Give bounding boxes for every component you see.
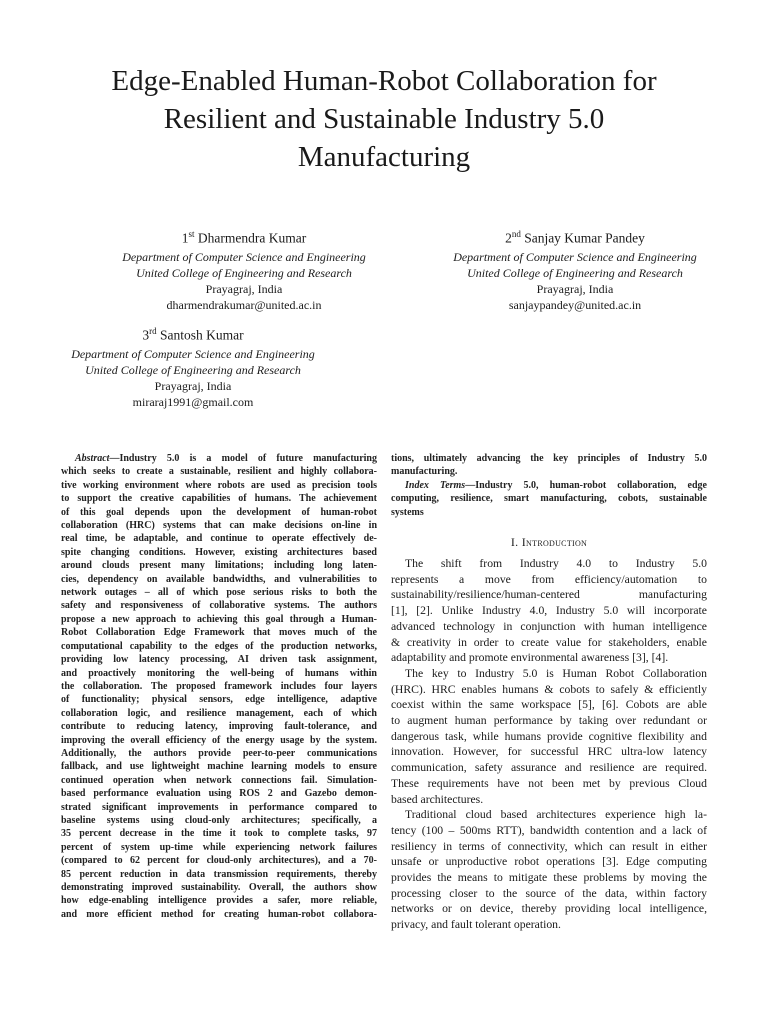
intro-line: dangerous task, while humans provide cognitive flexibility and <box>391 729 707 743</box>
intro-line: communication, safety assurance and resilience are required. <box>391 761 707 775</box>
intro-line: tency (100 – 500ms RTT), bandwidth contention and a lack of <box>391 823 707 837</box>
intro-line: resiliency in terms of connectivity, which can result in either <box>391 839 707 853</box>
author-email: miraraj1991@gmail.com <box>132 394 254 409</box>
intro-line: advanced technology in conjunction with human intelligence <box>391 619 707 633</box>
abstract-line: improving the overall efficiency of the energy usage by the system. <box>61 734 377 746</box>
intro-line: coexist within the same workspace [5], [6]. Cobots are able <box>391 698 707 712</box>
intro-line: sustainability/resilience/human-centered manufacturing <box>391 588 707 602</box>
abstract-line: which seeks to create a sustainable, resilient and highly collabora- <box>61 466 377 478</box>
abstract-line: real time, be adaptable, and continue to operate effectively de- <box>61 533 377 545</box>
author-email: dharmendrakumar@united.ac.in <box>166 297 322 312</box>
author-ordinal: 3 <box>142 327 150 343</box>
index-terms-line: Index Terms—Industry 5.0, human-robot collaboration, edge <box>405 479 707 491</box>
author-city: Prayagraj, India <box>205 281 283 296</box>
author-name-text: Dharmendra Kumar <box>197 230 307 246</box>
intro-line: unsafe or unproductive robot operations [3]. Edge computing <box>391 855 707 869</box>
author-name <box>416 226 734 247</box>
abstract-line: and more efficient method for creating human-robot collabora- <box>61 908 377 920</box>
author-ordinal-suffix: rd <box>149 326 157 336</box>
intro-line: innovation. However, for successful HRC ultra-low latency <box>391 745 707 759</box>
abstract-line: tive working environment where robots are used as precision tools <box>61 479 377 491</box>
intro-line: Traditional cloud based architectures experience high la- <box>405 808 707 822</box>
author-ordinal: 2 <box>505 230 512 246</box>
author-college: United College of Engineering and Research <box>85 362 301 377</box>
abstract-line: percent of system up-time while experiencing network failures <box>61 841 377 853</box>
abstract-line: collaboration logic, and resilience management, each of which <box>61 707 377 719</box>
abstract-line: spite changing conditions. However, existing architectures based <box>61 546 377 558</box>
abstract-line: cies, dependency on available bandwidths, and vulnerabilities to <box>61 573 377 585</box>
author-city: Prayagraj, India <box>154 378 232 393</box>
index-terms-line: computing, resilience, smart manufacturing, cobots, sustainable <box>391 493 707 505</box>
author-name <box>43 323 343 344</box>
intro-line: provides the means to mitigate these problems by moving the <box>391 871 707 885</box>
intro-line: The key to Industry 5.0 is Human Robot Collaboration <box>405 666 707 680</box>
abstract-line: propose a new approach to achieving this goal through a Human- <box>61 613 377 625</box>
author-name <box>94 226 394 247</box>
abstract-line: based performance evaluation using ROS 2 and Gazebo demon- <box>61 788 377 800</box>
author-name-text: Sanjay Kumar Pandey <box>524 230 645 246</box>
abstract-line: collaboration (HRC) systems that can make decisions on-line in <box>61 520 377 532</box>
intro-line: to augment human performance by taking over redundant or <box>391 714 707 728</box>
abstract-line: to support the creative capabilities of humans. The achievement <box>61 493 377 505</box>
index-terms-line: systems <box>391 506 424 518</box>
author-department: Department of Computer Science and Engineering <box>71 346 315 361</box>
paper-title <box>60 62 708 176</box>
abstract-line: Abstract—Industry 5.0 is a model of future manufacturing <box>75 453 377 464</box>
abstract-line: of this goal depends upon the development of human-robot <box>61 506 377 518</box>
author-college: United College of Engineering and Research <box>467 265 683 280</box>
abstract-line: contribute to reducing latency, improving fault-tolerance, and <box>61 721 377 733</box>
abstract-line: the collaboration. The proposed framework includes four layers <box>61 680 377 692</box>
introduction-body <box>391 556 707 933</box>
intro-line: privacy, and fault tolerant operation. <box>391 918 561 932</box>
abstract-line: how edge-enabling intelligence provides a safer, more reliable, <box>61 895 377 907</box>
title-line: Resilient and Sustainable Industry 5.0 <box>163 103 605 135</box>
intro-line: These requirements have not been met by previous Cloud <box>391 776 707 790</box>
abstract-line: baseline systems using cloud-only architectures; specifically, a <box>61 814 377 826</box>
author-department: Department of Computer Science and Engineering <box>453 249 697 264</box>
author-college: United College of Engineering and Research <box>136 265 352 280</box>
abstract-line: around clouds present many limitations; including long laten- <box>61 560 377 572</box>
author-block-3 <box>43 323 343 410</box>
abstract-line: and proactively monitoring the well-being of humans within <box>61 667 377 679</box>
abstract-line: Robot Collaboration Edge Framework that moves much of the <box>61 627 377 639</box>
abstract-line: fallback, and use lightweight machine learning models to ensure <box>61 761 377 773</box>
abstract-line: 35 percent decrease in the time it took to complete tasks, 97 <box>61 828 377 840</box>
abstract-line: network outages – all of which pose serious risks to both the <box>61 587 377 599</box>
intro-line: The shift from Industry 4.0 to Industry 5.0 <box>405 557 707 570</box>
intro-line: & creativity in order to create value for stakeholders, enable <box>391 635 707 649</box>
index-terms-label: Index Terms <box>405 479 466 491</box>
intro-line: (HRC). HRC enables humans & cobots to safely & efficiently <box>391 682 707 696</box>
abstract-line: safety and responsiveness of collaborative systems. The authors <box>61 600 377 612</box>
abstract-line: of functionality; physical sensors, edge intelligence, adaptive <box>61 694 377 706</box>
abstract-line: Additionally, the authors provide peer-to-peer communications <box>61 747 377 759</box>
intro-line: adaptability and promote environmental awareness [3], [4]. <box>391 651 669 665</box>
author-ordinal: 1 <box>181 230 189 246</box>
abstract-line: 85 percent reduction in data transmission requirements, thereby <box>61 868 377 880</box>
abstract-continuation-and-index-terms <box>391 452 707 519</box>
abstract-line: computational capability to the edges of the production networks, <box>61 640 377 652</box>
section-heading-introduction: I. Introduction <box>510 535 588 549</box>
author-email: sanjaypandey@united.ac.in <box>508 297 642 312</box>
abstract-line: strated significant improvements in performance compared to <box>61 801 377 813</box>
abstract-line: (compared to 62 percent for cloud-only architectures), and a 70- <box>61 855 377 867</box>
intro-line: networks or on device, thereby providing local intelligence, <box>391 902 707 916</box>
author-city: Prayagraj, India <box>536 281 614 296</box>
author-department: Department of Computer Science and Engineering <box>122 249 366 264</box>
intro-line: based architectures. <box>391 792 484 806</box>
intro-line: represents a move from efficiency/automation to <box>391 572 707 586</box>
abstract <box>61 452 377 921</box>
abstract-line: demonstrating improved sustainability. Overall, the authors show <box>61 882 377 893</box>
title-line: Edge-Enabled Human-Robot Collaboration for <box>111 65 657 97</box>
author-ordinal-suffix: st <box>188 229 195 239</box>
intro-line: [1], [2]. Unlike Industry 4.0, Industry 5.0 will incorporate <box>391 604 707 618</box>
author-block-1 <box>94 226 394 313</box>
abstract-line: continued operation when network connections fail. Simulation- <box>61 774 377 786</box>
abstract-label: Abstract <box>75 453 110 464</box>
author-name-text: Santosh Kumar <box>160 327 244 343</box>
abstract-line: providing low latency processing, AI driven task assignment, <box>61 654 377 666</box>
intro-line: processing closer to the source of the data, within factory <box>391 886 707 900</box>
abstract-line: tions, ultimately advancing the key principles of Industry 5.0 <box>391 453 707 464</box>
abstract-line: manufacturing. <box>391 466 458 478</box>
author-ordinal-suffix: nd <box>511 229 521 239</box>
author-block-2 <box>416 226 734 313</box>
title-line: Manufacturing <box>297 141 471 173</box>
